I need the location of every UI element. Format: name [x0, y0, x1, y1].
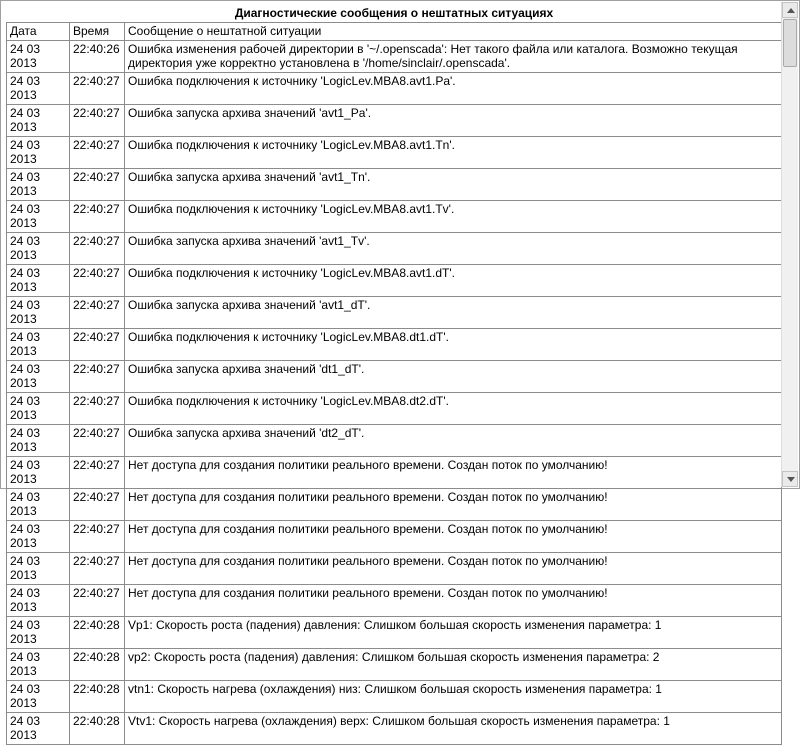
table-row [7, 649, 782, 681]
column-header-message: Сообщение о нештатной ситуации [125, 23, 782, 41]
cell-date: 24 03 2013 [7, 425, 70, 457]
cell-time: 22:40:27 [70, 553, 125, 585]
cell-message: Ошибка подключения к источнику 'LogicLev.MBA8.avt1.dT'. [125, 265, 782, 297]
table-row [7, 585, 782, 617]
table-row [7, 169, 782, 201]
scrollbar-thumb[interactable] [783, 19, 797, 67]
table-row [7, 457, 782, 489]
table-row [7, 41, 782, 73]
cell-message: Vtv1: Скорость нагрева (охлаждения) верх: Слишком большая скорость изменения параметра: 1 [125, 713, 782, 745]
cell-time: 22:40:27 [70, 425, 125, 457]
table-row [7, 137, 782, 169]
table-row [7, 361, 782, 393]
cell-message: Ошибка подключения к источнику 'LogicLev.MBA8.avt1.Pa'. [125, 73, 782, 105]
table-row [7, 553, 782, 585]
cell-message: Ошибка подключения к источнику 'LogicLev.MBA8.dt2.dT'. [125, 393, 782, 425]
cell-date: 24 03 2013 [7, 297, 70, 329]
diagnostic-messages-table [6, 4, 782, 745]
cell-message: vtn1: Скорость нагрева (охлаждения) низ: Слишком большая скорость изменения параметра: 1 [125, 681, 782, 713]
vertical-scrollbar[interactable] [781, 2, 798, 487]
cell-time: 22:40:28 [70, 617, 125, 649]
cell-date: 24 03 2013 [7, 73, 70, 105]
scroll-down-button[interactable] [782, 471, 798, 487]
cell-message: Ошибка запуска архива значений 'dt2_dT'. [125, 425, 782, 457]
table-header-row [7, 23, 782, 41]
scroll-up-button[interactable] [782, 2, 798, 18]
cell-time: 22:40:27 [70, 265, 125, 297]
cell-date: 24 03 2013 [7, 553, 70, 585]
cell-date: 24 03 2013 [7, 681, 70, 713]
table-row [7, 489, 782, 521]
cell-date: 24 03 2013 [7, 105, 70, 137]
cell-message: Ошибка изменения рабочей директории в '~/.openscada': Нет такого файла или каталога. Возможно текущая директория уже корректно установлена в '/home/sinclair/.openscada'. [125, 41, 782, 73]
cell-time: 22:40:27 [70, 393, 125, 425]
cell-time: 22:40:28 [70, 713, 125, 745]
cell-message: Ошибка запуска архива значений 'avt1_Tv'. [125, 233, 782, 265]
cell-date: 24 03 2013 [7, 617, 70, 649]
cell-date: 24 03 2013 [7, 329, 70, 361]
arrow-down-icon [787, 477, 795, 482]
cell-time: 22:40:27 [70, 73, 125, 105]
cell-message: Ошибка запуска архива значений 'avt1_Tn'. [125, 169, 782, 201]
cell-time: 22:40:27 [70, 297, 125, 329]
cell-time: 22:40:26 [70, 41, 125, 73]
cell-time: 22:40:28 [70, 681, 125, 713]
table-row [7, 201, 782, 233]
cell-date: 24 03 2013 [7, 521, 70, 553]
cell-date: 24 03 2013 [7, 585, 70, 617]
cell-time: 22:40:27 [70, 169, 125, 201]
cell-date: 24 03 2013 [7, 169, 70, 201]
table-row [7, 329, 782, 361]
table-row [7, 297, 782, 329]
cell-time: 22:40:27 [70, 137, 125, 169]
column-header-time: Время [70, 23, 125, 41]
cell-message: Ошибка запуска архива значений 'dt1_dT'. [125, 361, 782, 393]
cell-message: vp2: Скорость роста (падения) давления: Слишком большая скорость изменения параметра: 2 [125, 649, 782, 681]
cell-message: Ошибка подключения к источнику 'LogicLev.MBA8.avt1.Tn'. [125, 137, 782, 169]
cell-date: 24 03 2013 [7, 457, 70, 489]
cell-message: Нет доступа для создания политики реального времени. Создан поток по умолчанию! [125, 553, 782, 585]
cell-message: Нет доступа для создания политики реального времени. Создан поток по умолчанию! [125, 457, 782, 489]
cell-date: 24 03 2013 [7, 649, 70, 681]
table-caption: Диагностические сообщения о нештатных ситуациях [234, 6, 554, 20]
cell-time: 22:40:27 [70, 521, 125, 553]
cell-message: Ошибка запуска архива значений 'avt1_Pa'. [125, 105, 782, 137]
table-body [7, 41, 782, 745]
column-header-date: Дата [7, 23, 70, 41]
cell-message: Нет доступа для создания политики реального времени. Создан поток по умолчанию! [125, 585, 782, 617]
cell-message: Ошибка подключения к источнику 'LogicLev.MBA8.avt1.Tv'. [125, 201, 782, 233]
cell-date: 24 03 2013 [7, 233, 70, 265]
cell-message: Ошибка подключения к источнику 'LogicLev.MBA8.dt1.dT'. [125, 329, 782, 361]
table-row [7, 233, 782, 265]
table-row [7, 681, 782, 713]
table-row [7, 425, 782, 457]
cell-time: 22:40:27 [70, 201, 125, 233]
table-row [7, 713, 782, 745]
table-row [7, 393, 782, 425]
table-row [7, 265, 782, 297]
cell-time: 22:40:27 [70, 585, 125, 617]
cell-date: 24 03 2013 [7, 137, 70, 169]
cell-date: 24 03 2013 [7, 489, 70, 521]
cell-message: Ошибка запуска архива значений 'avt1_dT'. [125, 297, 782, 329]
cell-time: 22:40:27 [70, 105, 125, 137]
cell-message: Vp1: Скорость роста (падения) давления: Слишком большая скорость изменения параметра: 1 [125, 617, 782, 649]
cell-time: 22:40:27 [70, 329, 125, 361]
table-row [7, 521, 782, 553]
cell-message: Нет доступа для создания политики реального времени. Создан поток по умолчанию! [125, 521, 782, 553]
cell-date: 24 03 2013 [7, 393, 70, 425]
table-row [7, 617, 782, 649]
cell-date: 24 03 2013 [7, 201, 70, 233]
cell-date: 24 03 2013 [7, 713, 70, 745]
cell-date: 24 03 2013 [7, 41, 70, 73]
cell-time: 22:40:27 [70, 489, 125, 521]
table-row [7, 73, 782, 105]
cell-time: 22:40:28 [70, 649, 125, 681]
cell-time: 22:40:27 [70, 233, 125, 265]
cell-time: 22:40:27 [70, 361, 125, 393]
cell-message: Нет доступа для создания политики реального времени. Создан поток по умолчанию! [125, 489, 782, 521]
cell-date: 24 03 2013 [7, 265, 70, 297]
table-row [7, 105, 782, 137]
cell-time: 22:40:27 [70, 457, 125, 489]
arrow-up-icon [787, 8, 795, 13]
report-content [2, 2, 781, 742]
cell-date: 24 03 2013 [7, 361, 70, 393]
